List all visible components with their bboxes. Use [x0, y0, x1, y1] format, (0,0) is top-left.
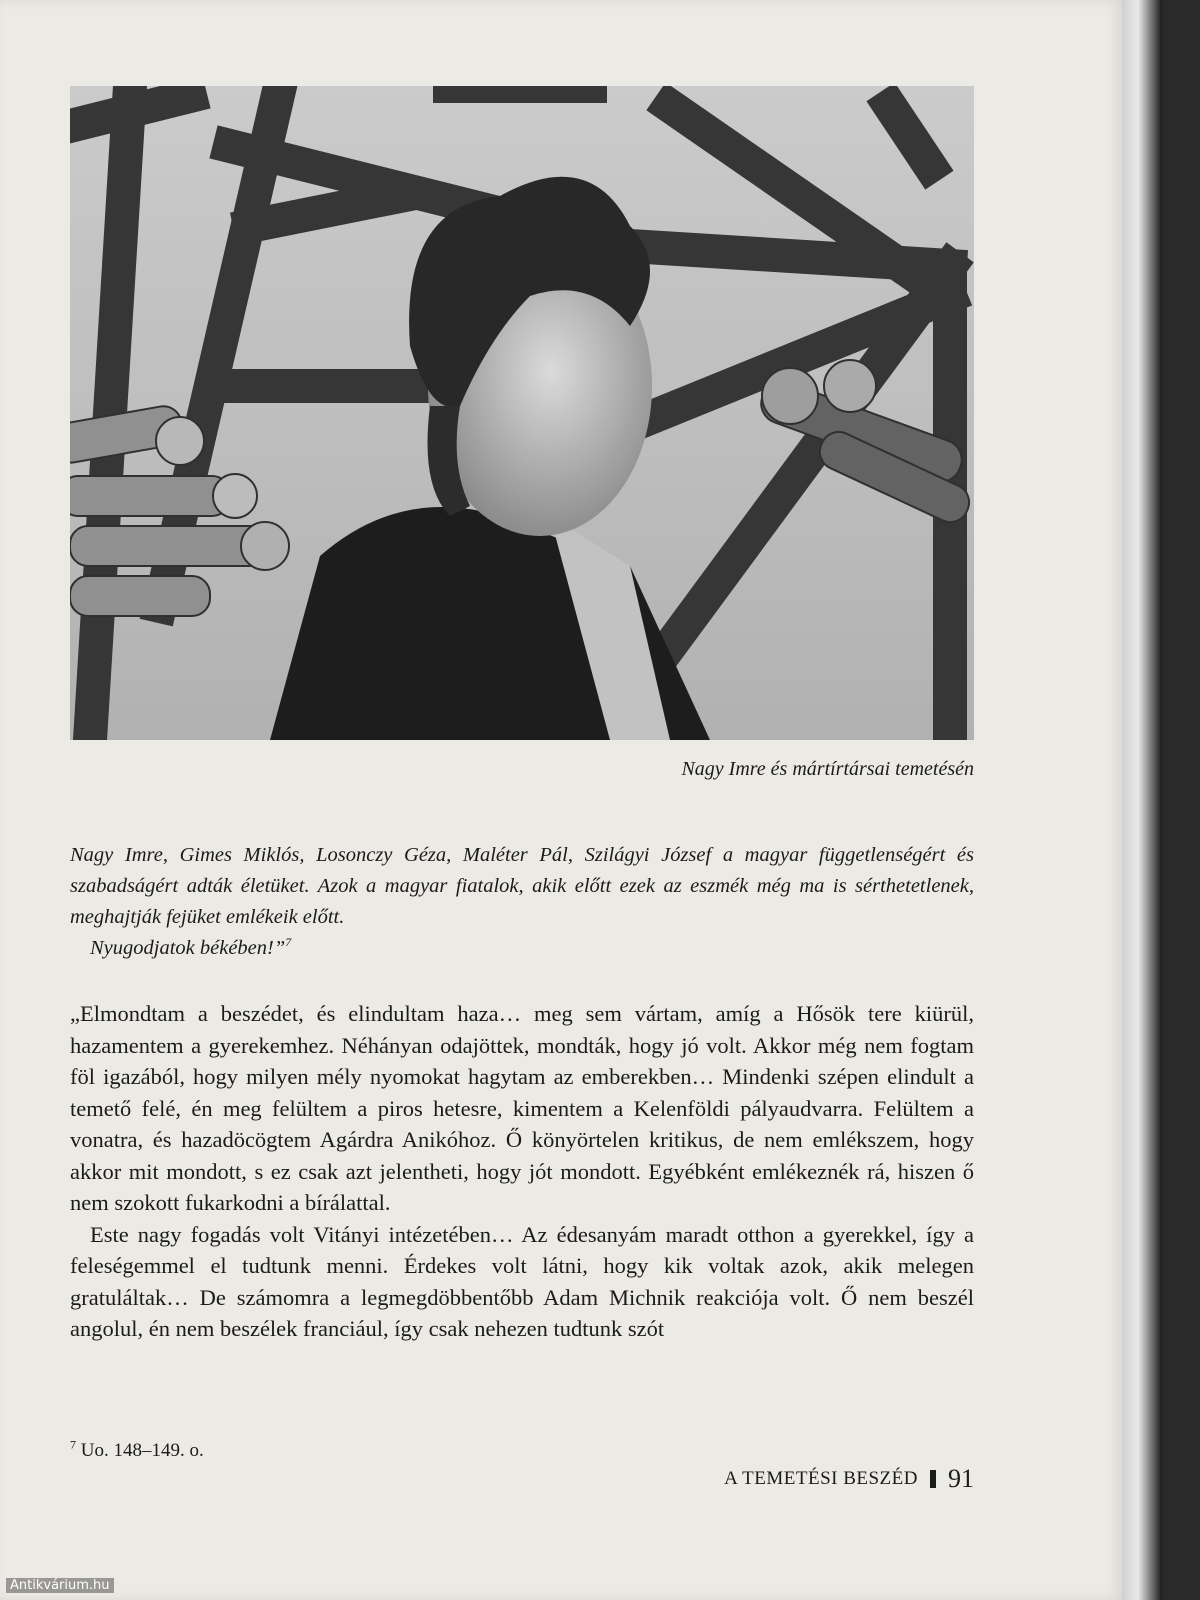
chapter-title: A TEMETÉSI BESZÉD [724, 1468, 918, 1489]
quoted-speech [70, 840, 974, 964]
body-text [70, 998, 974, 1345]
footnote-reference: 7 [285, 935, 292, 950]
page-number: 91 [948, 1464, 974, 1493]
running-footer [724, 1464, 974, 1494]
quote-closing-text: Nyugodjatok békében!” [90, 937, 286, 959]
footnote-text: Uo. 148–149. o. [76, 1440, 204, 1461]
body-paragraph-2: Este nagy fogadás volt Vitányi intézetében… Az édesanyám maradt otthon a gyerekkel, így a feleségemmel el tudtunk menni. Érdekes volt látni, hogy kik voltak azok, akik melegen gratuláltak… De számomra a legmegdöbbentőbb Adam Michnik reakciója volt. Ő nem beszél angolul, én nem beszélek franciául, így csak nehezen tudtunk szót [70, 1221, 974, 1341]
watermark: Antikvárium.hu [6, 1578, 114, 1593]
separator-bar [930, 1470, 936, 1488]
quote-text: Nagy Imre, Gimes Miklós, Losonczy Géza, Maléter Pál, Szilágyi József a magyar függetlenségért és szabadságért adták életüket. Azok a magyar fiatalok, akik előtt ezek az eszmék még ma is sérthetetlenek, meghajtják fejüket emlékeik előtt. [70, 844, 974, 928]
book-edge [1122, 0, 1162, 1600]
footnote [70, 1437, 204, 1462]
photo-speaker-at-microphones [70, 86, 974, 740]
footnote-number: 7 [70, 1437, 76, 1452]
quote-paragraph [70, 840, 974, 933]
photo-caption: Nagy Imre és mártírtársai temetésén [681, 758, 974, 780]
photo-illustration [70, 86, 974, 740]
quote-closing [70, 933, 974, 964]
body-paragraph-1: „Elmondtam a beszédet, és elindultam haza… meg sem vártam, amíg a Hősök tere kiürül, hazamentem a gyerekemhez. Néhányan odajöttek, mondták, hogy jó volt. Akkor még nem fogtam föl igazából, hogy milyen mély nyomokat hagytam az emberekben… Mindenki szépen elindult a temető felé, én meg felültem a piros hetesre, kimentem a Kelenföldi pályaudvarra. Felültem a vonatra, és hazadöcögtem Agárdra Anikóhoz. Ő könyörtelen kritikus, de nem emlékszem, hogy akkor mit mondott, s ez csak azt jelentheti, hogy jót mondott. Egyébként emlékeznék rá, hiszen ő nem szokott fukarkodni a bírálattal. [70, 1001, 974, 1215]
